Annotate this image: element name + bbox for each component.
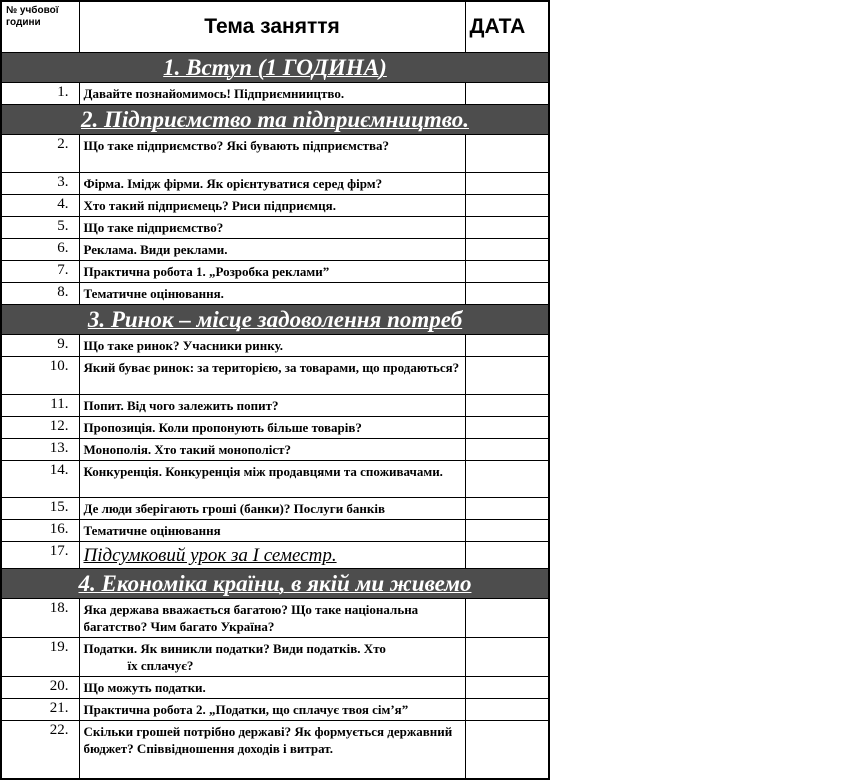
lesson-date-cell[interactable] — [465, 83, 549, 105]
lesson-number: 2. — [1, 135, 79, 173]
section-header — [1, 105, 549, 135]
table-row — [1, 439, 549, 461]
table-row — [1, 699, 549, 721]
table-row — [1, 135, 549, 173]
section-title: 4. Економіка країни, в якій ми живемо — [1, 569, 549, 599]
lesson-date-cell[interactable] — [465, 357, 549, 395]
lesson-number: 18. — [1, 599, 79, 638]
lesson-number: 5. — [1, 217, 79, 239]
table-row — [1, 261, 549, 283]
lesson-topic-line-2: їх сплачує? — [127, 658, 194, 673]
lesson-date-cell[interactable] — [465, 283, 549, 305]
lesson-number: 8. — [1, 283, 79, 305]
table-row — [1, 677, 549, 699]
lesson-date-cell[interactable] — [465, 699, 549, 721]
lesson-number: 13. — [1, 439, 79, 461]
lesson-date-cell[interactable] — [465, 520, 549, 542]
lesson-number: 14. — [1, 461, 79, 498]
lesson-number: 15. — [1, 498, 79, 520]
lesson-topic: Що можуть податки. — [79, 677, 465, 699]
table-row — [1, 395, 549, 417]
column-header-number: № учбової години — [1, 1, 79, 53]
section-title: 2. Підприємство та підприємництво. — [1, 105, 549, 135]
table-row — [1, 638, 549, 677]
lesson-date-cell[interactable] — [465, 395, 549, 417]
lesson-date-cell[interactable] — [465, 638, 549, 677]
section-header — [1, 305, 549, 335]
lesson-topic: Хто такий підприємець? Риси підприємця. — [79, 195, 465, 217]
lesson-date-cell[interactable] — [465, 195, 549, 217]
lesson-topic: Попит. Від чого залежить попит? — [79, 395, 465, 417]
section-header — [1, 53, 549, 83]
lesson-date-cell[interactable] — [465, 239, 549, 261]
table-row — [1, 217, 549, 239]
lesson-date-cell[interactable] — [465, 677, 549, 699]
lesson-topic: Монополія. Хто такий монополіст? — [79, 439, 465, 461]
lesson-number: 4. — [1, 195, 79, 217]
lesson-topic: Що таке підприємство? — [79, 217, 465, 239]
lesson-date-cell[interactable] — [465, 439, 549, 461]
lesson-date-cell[interactable] — [465, 261, 549, 283]
table-row — [1, 283, 549, 305]
lesson-number: 7. — [1, 261, 79, 283]
table-row — [1, 195, 549, 217]
section-title: 3. Ринок – місце задоволення потреб — [1, 305, 549, 335]
lesson-topic: Практична робота 1. „Розробка реклами” — [79, 261, 465, 283]
lesson-topic: Пропозиція. Коли пропонують більше товарів? — [79, 417, 465, 439]
lesson-number: 11. — [1, 395, 79, 417]
lesson-topic: Давайте познайомимось! Підприємниицтво. — [79, 83, 465, 105]
lesson-date-cell[interactable] — [465, 461, 549, 498]
lesson-number: 1. — [1, 83, 79, 105]
column-header-date: ДАТА — [465, 1, 549, 53]
lesson-number: 10. — [1, 357, 79, 395]
table-row — [1, 721, 549, 779]
lesson-date-cell[interactable] — [465, 173, 549, 195]
lesson-topic: Що таке підприємство? Які бувають підприємства? — [79, 135, 465, 173]
table-row — [1, 173, 549, 195]
lesson-number: 16. — [1, 520, 79, 542]
lesson-number: 3. — [1, 173, 79, 195]
lesson-date-cell[interactable] — [465, 417, 549, 439]
table-row — [1, 599, 549, 638]
section-header — [1, 569, 549, 599]
lesson-number: 17. — [1, 542, 79, 569]
table-row — [1, 417, 549, 439]
table-row — [1, 335, 549, 357]
lesson-topic: Тематичне оцінювання — [79, 520, 465, 542]
table-row — [1, 520, 549, 542]
table-row — [1, 498, 549, 520]
lesson-topic: Що таке ринок? Учасники ринку. — [79, 335, 465, 357]
lesson-number: 20. — [1, 677, 79, 699]
lesson-topic — [79, 638, 465, 677]
lesson-number: 6. — [1, 239, 79, 261]
lesson-number: 12. — [1, 417, 79, 439]
section-title: 1. Вступ (1 ГОДИНА) — [1, 53, 549, 83]
lesson-number: 21. — [1, 699, 79, 721]
lesson-topic: Яка держава вважається багатою? Що таке національна багатство? Чим багато Україна? — [79, 599, 465, 638]
lesson-topic-line-1: Податки. Як виникли податки? Види податків. Хто — [83, 641, 386, 656]
table-row — [1, 357, 549, 395]
lesson-date-cell[interactable] — [465, 335, 549, 357]
lesson-topic: Який буває ринок: за територією, за товарами, що продаються? — [79, 357, 465, 395]
lesson-topic: Конкуренція. Конкуренція між продавцями та споживачами. — [79, 461, 465, 498]
lesson-topic: Підсумковий урок за І семестр. — [79, 542, 465, 569]
lesson-number: 22. — [1, 721, 79, 779]
lesson-date-cell[interactable] — [465, 498, 549, 520]
table-row — [1, 239, 549, 261]
lesson-number: 9. — [1, 335, 79, 357]
lesson-topic: Де люди зберігають гроші (банки)? Послуги банків — [79, 498, 465, 520]
table-row — [1, 83, 549, 105]
table-row — [1, 461, 549, 498]
header-row — [1, 1, 549, 53]
lesson-date-cell[interactable] — [465, 542, 549, 569]
lesson-date-cell[interactable] — [465, 135, 549, 173]
lesson-topic: Тематичне оцінювання. — [79, 283, 465, 305]
lesson-number: 19. — [1, 638, 79, 677]
lesson-topic: Практична робота 2. „Податки, що сплачує твоя сім’я” — [79, 699, 465, 721]
lesson-topic: Реклама. Види реклами. — [79, 239, 465, 261]
lesson-topic: Скільки грошей потрібно державі? Як формується державний бюджет? Співвідношення доходів і витрат. — [79, 721, 465, 779]
lesson-date-cell[interactable] — [465, 721, 549, 779]
column-header-topic: Тема заняття — [79, 1, 465, 53]
lesson-date-cell[interactable] — [465, 217, 549, 239]
table-row — [1, 542, 549, 569]
lesson-date-cell[interactable] — [465, 599, 549, 638]
lesson-topic: Фірма. Імідж фірми. Як орієнтуватися серед фірм? — [79, 173, 465, 195]
